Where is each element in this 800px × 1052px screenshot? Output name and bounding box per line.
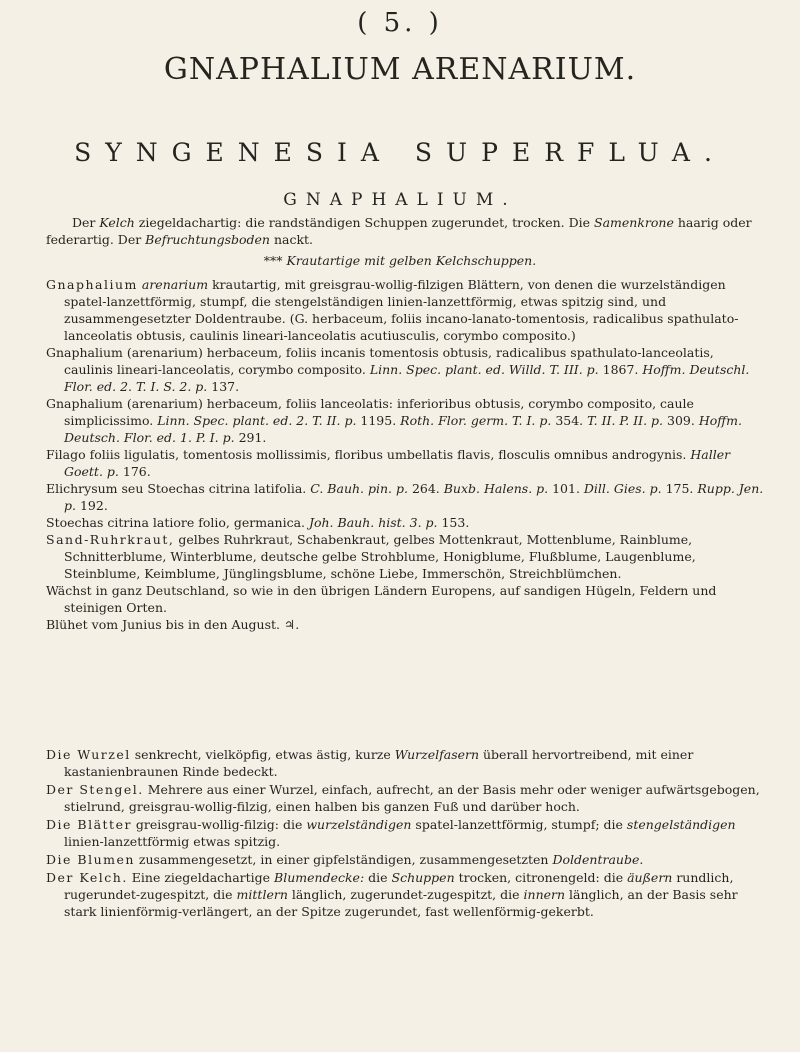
genus-description: Der Kelch ziegeldachartig: die randständigen Schuppen zugerundet, trocken. Die Samenkrone haarig oder federartig. Der Befruchtungsboden nackt. bbox=[46, 215, 752, 247]
species-entry: Sand-Ruhrkraut, gelbes Ruhrkraut, Schabenkraut, gelbes Mottenkraut, Mottenblume, Rainblume, Schnitterblume, Winterblume, deutsche gelbe Strohblume, Honigblume, Flußblume, Laugenblume, Steinblume, Keimblume, Jünglingsblume, schöne Liebe, Immerschön, Streichblümchen. bbox=[46, 532, 696, 581]
species-entry: Wächst in ganz Deutschland, so wie in den übrigen Ländern Europens, auf sandigen Hügeln, Feldern und steinigen Orten. bbox=[46, 583, 717, 615]
page-title: GNAPHALIUM ARENARIUM. bbox=[163, 52, 637, 87]
description-item: Die Wurzel senkrecht, vielköpfig, etwas ästig, kurze Wurzelfasern überall hervortreibend, mit einer kastanienbraunen Rinde bedeckt. bbox=[46, 747, 694, 779]
description-item: Die Blätter greisgrau-wollig-filzig: die wurzelständigen spatel-lanzettförmig, stumpf; die stengelständigen linien-lanzettförmig etwas spitzig. bbox=[46, 817, 736, 849]
section-heading: *** Krautartige mit gelben Kelchschuppen. bbox=[263, 253, 537, 268]
description-item: Der Kelch. Eine ziegeldachartige Blumendecke: die Schuppen trocken, citronengeld: die äußern rundlich, rugerundet-zugespitzt, die mittlern länglich, zugerundet-zugespitzt, die innern länglich, an der Basis sehr stark linienförmig-verlängert, an der Spitze zugerundet, fast wellenförmig-gekerbt. bbox=[46, 870, 738, 919]
description-item: Die Blumen zusammengesetzt, in einer gipfelständigen, zusammengesetzten Doldentraube. bbox=[46, 852, 644, 867]
genus-heading: GNAPHALIUM. bbox=[283, 190, 517, 210]
species-entry: Gnaphalium (arenarium) herbaceum, foliis lanceolatis: inferioribus obtusis, corymbo composito, caule simplicissimo. Linn. Spec. plant. ed. 2. T. II. p. 1195. Roth. Flor. germ. T. I. p. 354. T. II. P. II. p. 309. Hoffm. Deutsch. Flor. ed. 1. P. I. p. 291. bbox=[46, 396, 742, 445]
species-entry: Blühet vom Junius bis in den August. ♃. bbox=[46, 617, 300, 632]
class-heading: SYNGENESIA SUPERFLUA. bbox=[74, 138, 726, 167]
species-entry: Gnaphalium (arenarium) herbaceum, foliis incanis tomentosis obtusis, radicalibus spathulato-lanceolatis, caulinis lineari-lanceolatis, corymbo composito. Linn. Spec. plant. ed. Willd. T. III. p. 1867. Hoffm. Deutschl. Flor. ed. 2. T. I. S. 2. p. 137. bbox=[46, 345, 750, 394]
species-synonyms bbox=[46, 276, 766, 633]
species-entry: Filago foliis ligulatis, tomentosis mollissimis, floribus umbellatis flavis, flosculis omnibus androgynis. Haller Goett. p. 176. bbox=[46, 447, 731, 479]
page-number: ( 5. ) bbox=[357, 8, 443, 38]
plant-description bbox=[46, 746, 766, 921]
species-entry: Elichrysum seu Stoechas citrina latifolia. C. Bauh. pin. p. 264. Buxb. Halens. p. 101. Dill. Gies. p. 175. Rupp. Jen. p. 192. bbox=[46, 481, 764, 513]
species-entry: Stoechas citrina latiore folio, germanica. Joh. Bauh. hist. 3. p. 153. bbox=[46, 515, 470, 530]
species-entry: Gnaphalium arenarium krautartig, mit greisgrau-wollig-filzigen Blättern, von denen die wurzelständigen spatel-lanzettförmig, stumpf, die stengelständigen linien-lanzettförmig, etwas spitzig sind, und zusammengesetzter Doldentraube. (G. herbaceum, foliis incano-lanato-tomentosis, radicalibus spathulato-lanceolatis obtusis, caulinis lineari-lanceolatis acutiusculis, corymbo composito.) bbox=[46, 277, 739, 343]
description-item: Der Stengel. Mehrere aus einer Wurzel, einfach, aufrecht, an der Basis mehr oder weniger aufwärtsgebogen, stielrund, greisgrau-wollig-filzig, einen halben bis ganzen Fuß und darüber hoch. bbox=[46, 782, 760, 814]
